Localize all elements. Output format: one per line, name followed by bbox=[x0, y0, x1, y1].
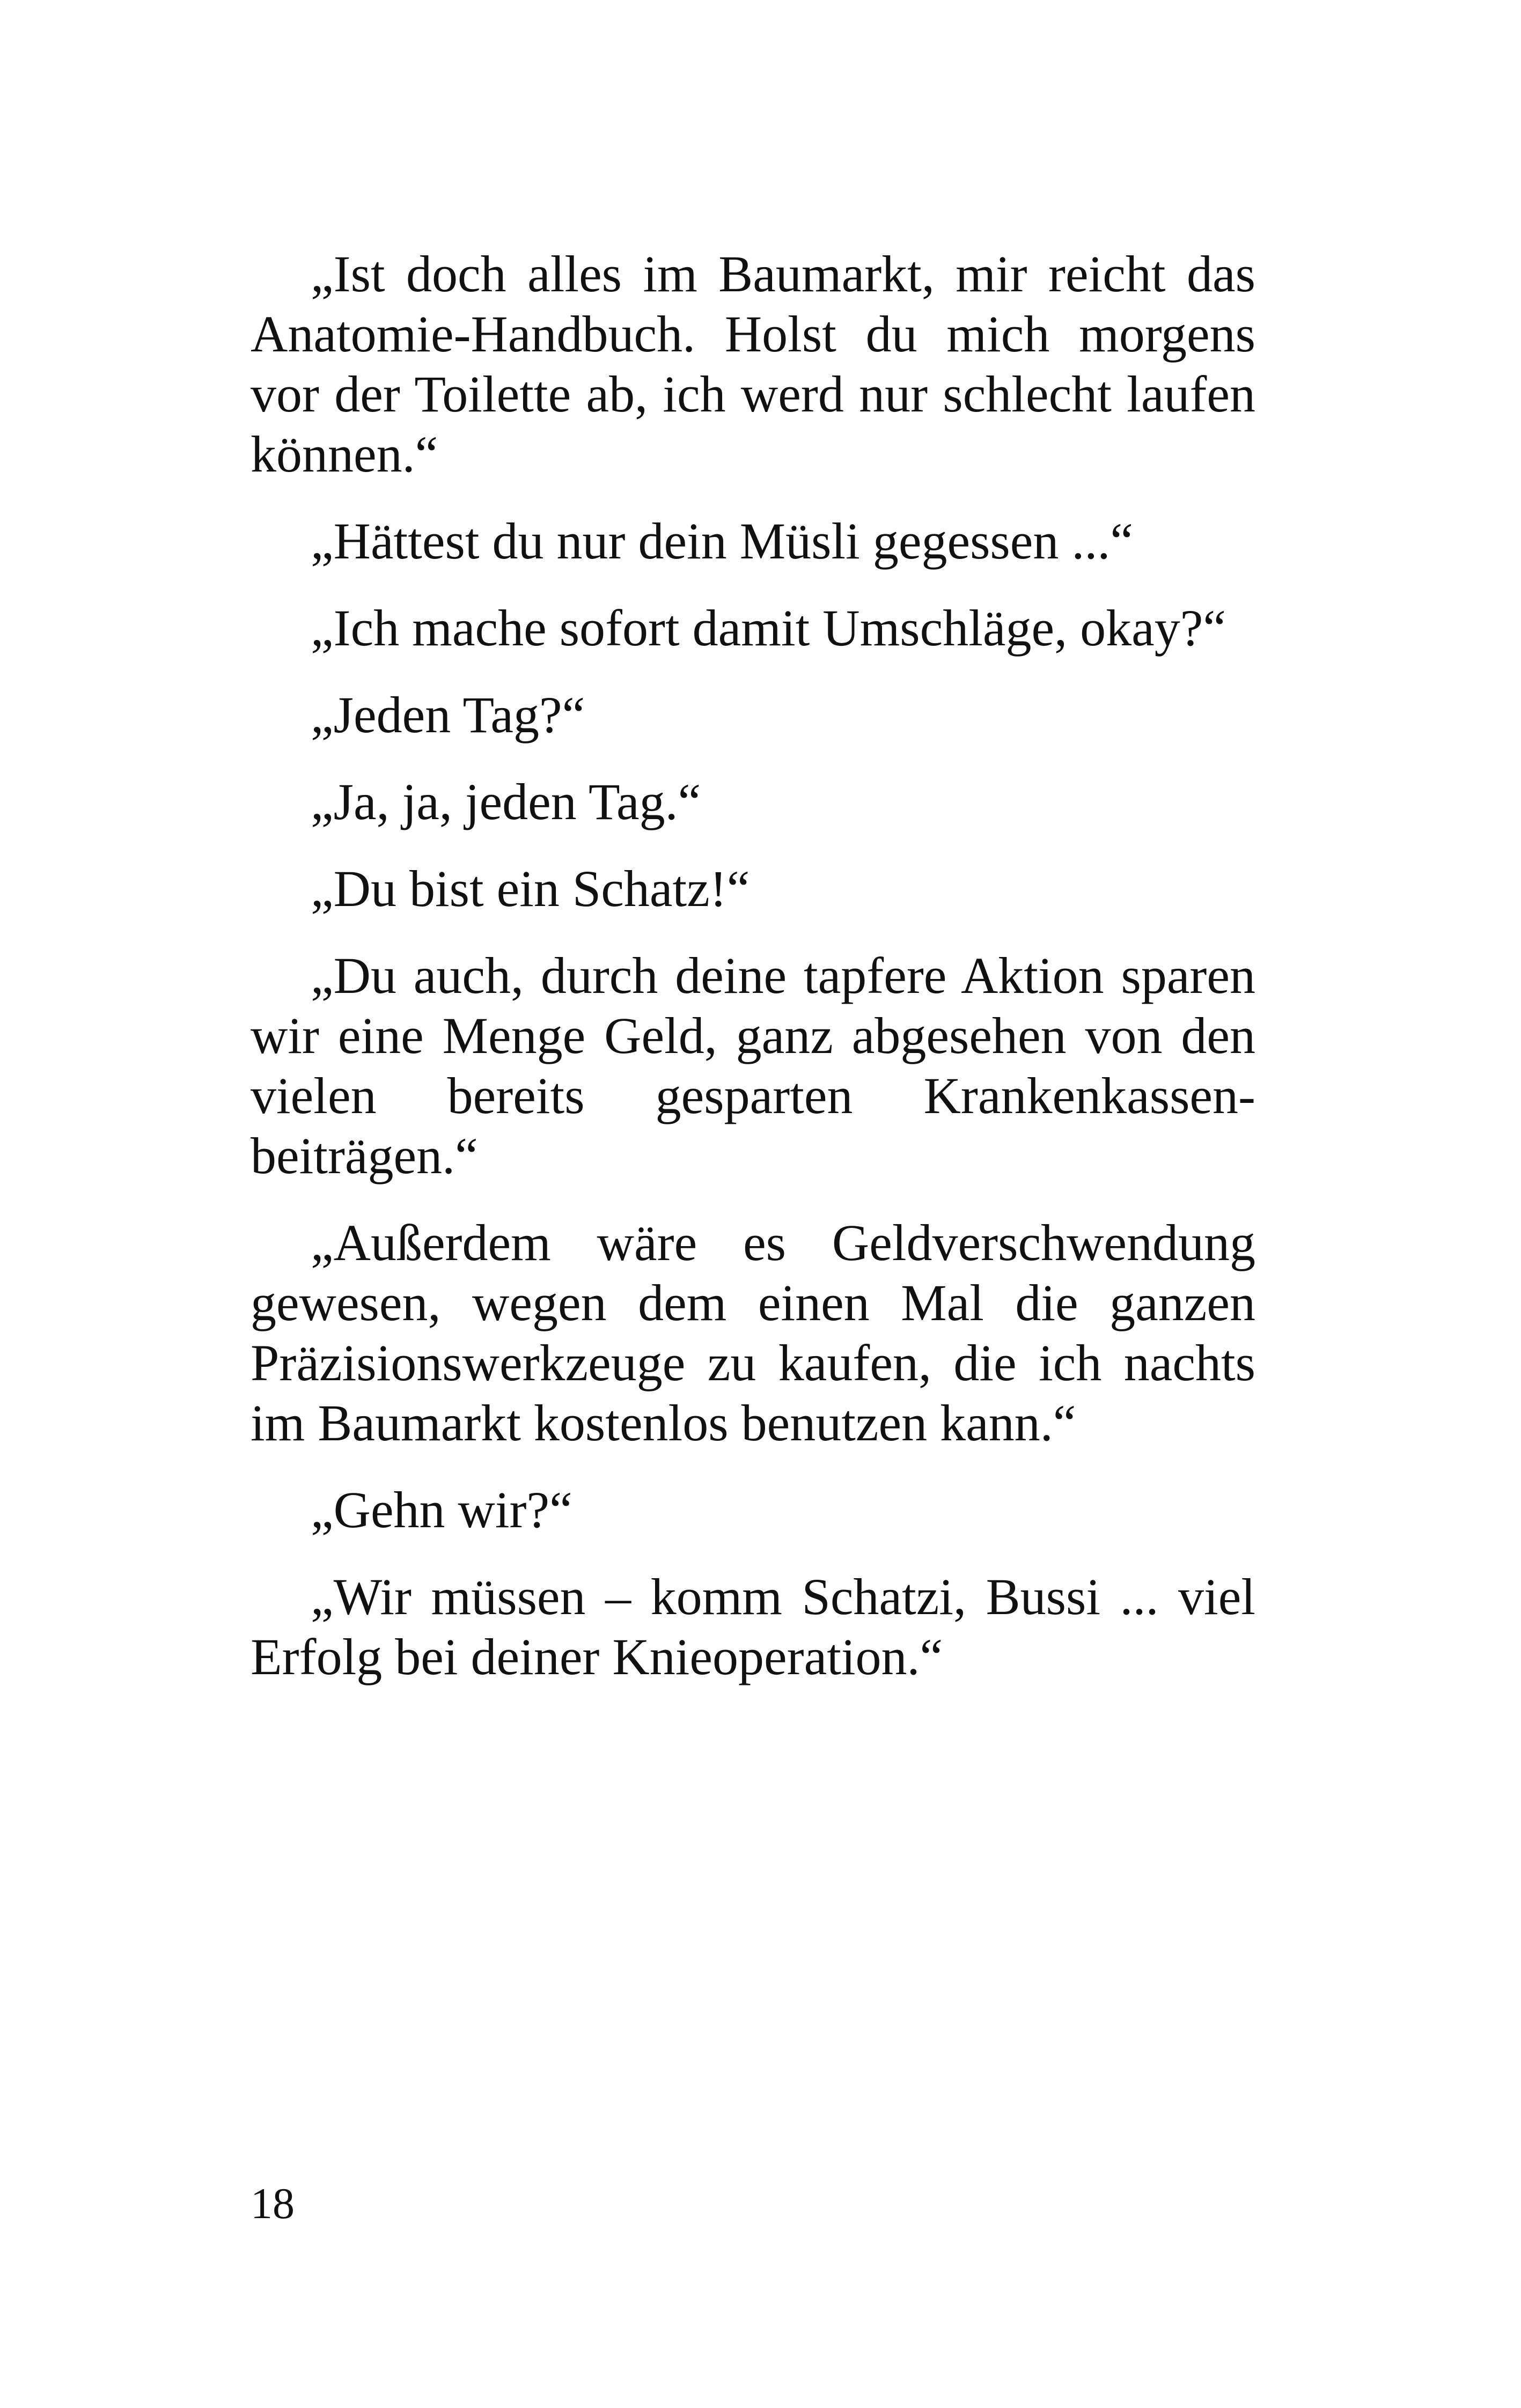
paragraph-10: „Wir müssen – komm Schatzi, Bussi ... viel Erfolg bei deiner Knieoperation.“ bbox=[251, 1568, 1255, 1685]
paragraph-4: „Jeden Tag?“ bbox=[311, 686, 585, 743]
paragraph-2: „Hättest du nur dein Müsli gegessen ...“ bbox=[311, 512, 1133, 570]
paragraph-8: „Außerdem wäre es Geldverschwendung gewesen, wegen dem einen Mal die ganzen Präzisionswerkzeuge zu kaufen, die ich nachts im Baumarkt kostenlos benutzen kann.“ bbox=[251, 1214, 1255, 1452]
paragraph-3: „Ich mache sofort damit Umschläge, okay?“ bbox=[311, 599, 1226, 657]
paragraph-9: „Gehn wir?“ bbox=[311, 1481, 572, 1538]
page-number: 18 bbox=[251, 2179, 295, 2228]
paragraph-7: „Du auch, durch deine tapfere Aktion sparen wir eine Menge Geld, ganz abgesehen von den vielen bereits gesparten Krankenkassenbeiträgen.“ bbox=[251, 947, 1255, 1184]
paragraph-6: „Du bist ein Schatz!“ bbox=[311, 860, 750, 917]
paragraph-5: „Ja, ja, jeden Tag.“ bbox=[311, 773, 701, 830]
paragraph-1: „Ist doch alles im Baumarkt, mir reicht das Anatomie-Handbuch. Holst du mich morgens vor der Toilette ab, ich werd nur schlecht laufen können.“ bbox=[251, 245, 1255, 483]
body-text bbox=[251, 244, 1255, 1714]
